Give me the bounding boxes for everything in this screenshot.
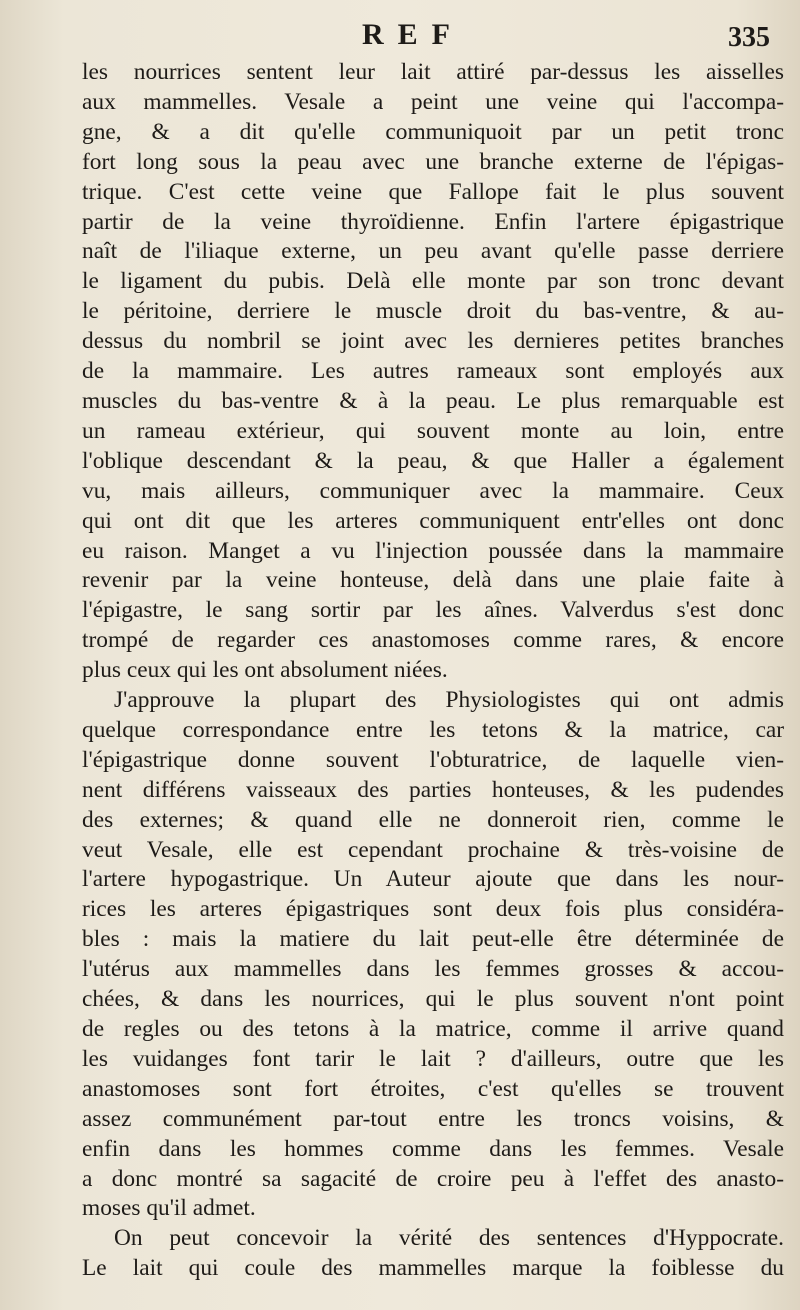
text-line: anastomoses sont fort étroites, c'est qu'elles se trouvent	[82, 1075, 784, 1102]
text-line: un rameau extérieur, qui souvent monte au loin, entre	[82, 417, 784, 444]
text-line: veut Vesale, elle est cependant prochaine & très-voisine de	[82, 836, 784, 863]
text-line: l'utérus aux mammelles dans les femmes grosses & accou-	[82, 956, 784, 983]
text-line: fort long sous la peau avec une branche externe de l'épigas-	[82, 148, 784, 175]
text-line: le péritoine, derriere le muscle droit du bas-ventre, & au-	[82, 298, 784, 325]
text-line: bles : mais la matiere du lait peut-elle être déterminée de	[82, 926, 784, 953]
text-line: qui ont dit que les arteres communiquent entr'elles ont donc	[82, 507, 784, 534]
text-line: revenir par la veine honteuse, delà dans une plaie faite à	[82, 567, 784, 594]
paragraph-first-line: On peut concevoir la vérité des sentences d'Hyppocrate.	[114, 1225, 784, 1252]
text-line: chées, & dans les nourrices, qui le plus souvent n'ont point	[82, 986, 784, 1013]
text-line: les vuidanges font tarir le lait ? d'ailleurs, outre que les	[82, 1045, 784, 1072]
text-line: le ligament du pubis. Delà elle monte par son tronc devant	[82, 268, 784, 295]
text-line: nent différens vaisseaux des parties honteuses, & les pudendes	[82, 776, 784, 803]
text-line: enfin dans les hommes comme dans les femmes. Vesale	[82, 1135, 784, 1162]
text-line: gne, & a dit qu'elle communiquoit par un petit tronc	[82, 118, 784, 145]
text-line: dessus du nombril se joint avec les dernieres petites branches	[82, 328, 784, 355]
text-line: l'épigastrique donne souvent l'obturatrice, de laquelle vien-	[82, 746, 784, 773]
text-line: assez communément par-tout entre les troncs voisins, &	[82, 1105, 784, 1132]
text-line: a donc montré sa sagacité de croire peu à l'effet des anasto-	[82, 1165, 784, 1192]
text-line: de la mammaire. Les autres rameaux sont employés aux	[82, 358, 784, 385]
page-number: 335	[728, 22, 770, 53]
text-line: rices les arteres épigastriques sont deux fois plus considéra-	[82, 896, 784, 923]
text-line: quelque correspondance entre les tetons & la matrice, car	[82, 716, 784, 743]
text-line: naît de l'iliaque externe, un peu avant qu'elle passe derriere	[82, 238, 784, 265]
text-line: les nourrices sentent leur lait attiré par-dessus les aisselles	[82, 59, 784, 85]
text-line: muscles du bas-ventre & à la peau. Le plus remarquable est	[82, 387, 784, 414]
text-line: l'épigastre, le sang sortir par les aînes. Valverdus s'est donc	[82, 597, 784, 624]
body-text	[82, 58, 784, 1284]
paragraph-last-line: plus ceux qui les ont absolument niées.	[82, 657, 448, 684]
text-line: l'oblique descendant & la peau, & que Haller a également	[82, 447, 784, 474]
text-line: partir de la veine thyroïdienne. Enfin l'artere épigastrique	[82, 208, 784, 235]
text-line: trompé de regarder ces anastomoses comme rares, & encore	[82, 627, 784, 654]
text-line: aux mammelles. Vesale a peint une veine qui l'accompa-	[82, 88, 784, 115]
text-line: des externes; & quand elle ne donneroit rien, comme le	[82, 806, 784, 833]
text-line: eu raison. Manget a vu l'injection poussée dans la mammaire	[82, 537, 784, 564]
text-line: trique. C'est cette veine que Fallope fait le plus souvent	[82, 178, 784, 205]
paragraph-first-line: J'approuve la plupart des Physiologistes qui ont admis	[114, 687, 784, 714]
text-line: de regles ou des tetons à la matrice, comme il arrive quand	[82, 1016, 784, 1042]
text-line: vu, mais ailleurs, communiquer avec la mammaire. Ceux	[82, 477, 784, 504]
running-head: REF	[362, 18, 464, 51]
text-line: Le lait qui coule des mammelles marque la foiblesse du	[82, 1255, 784, 1282]
page-header	[82, 18, 782, 58]
text-line: l'artere hypogastrique. Un Auteur ajoute que dans les nour-	[82, 866, 784, 893]
paragraph-last-line: moses qu'il admet.	[82, 1195, 256, 1222]
